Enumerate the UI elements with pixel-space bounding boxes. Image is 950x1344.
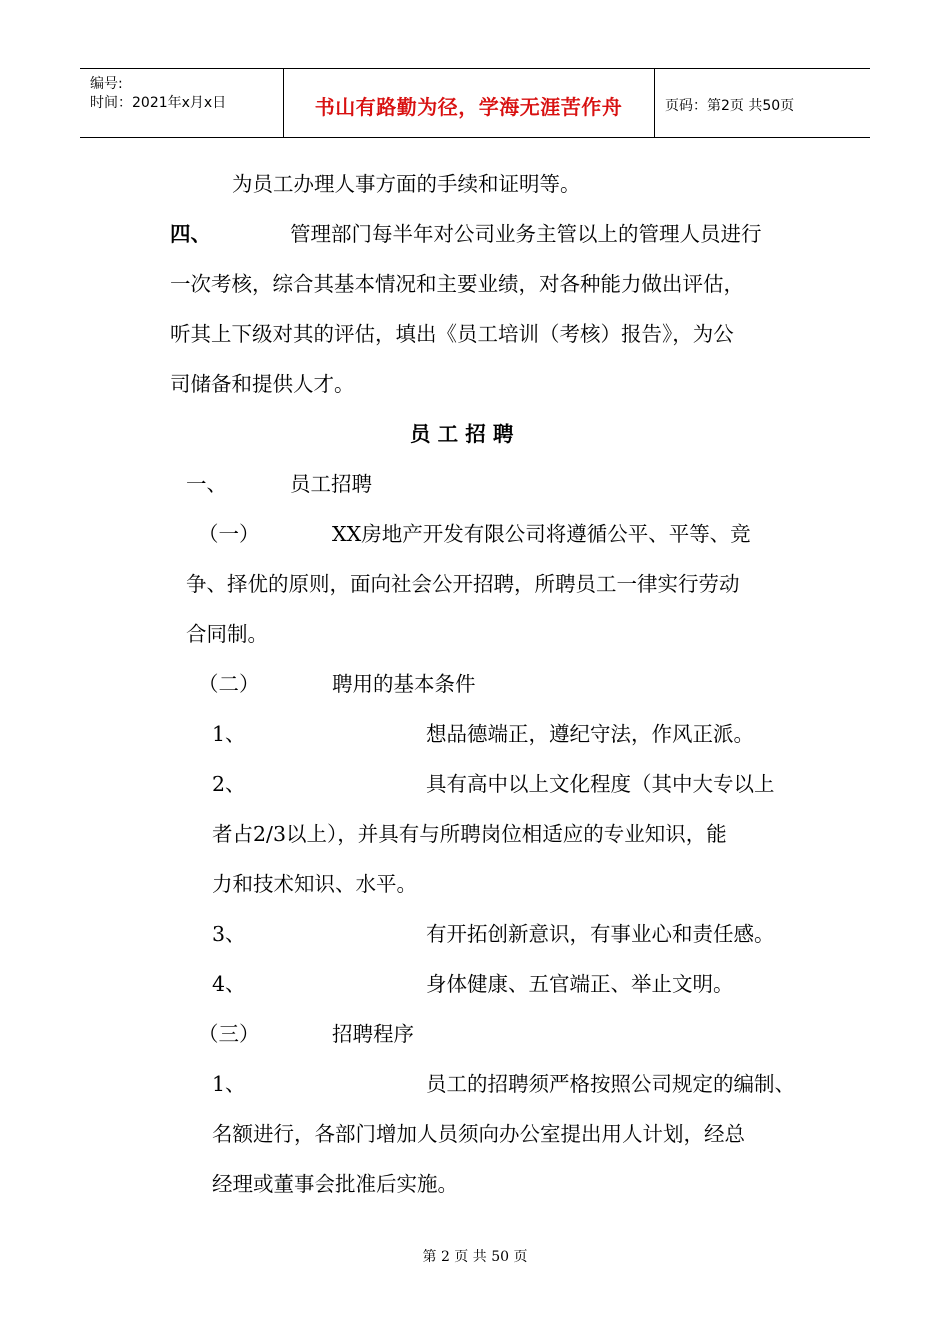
subsection-title: 聘用的基本条件 (332, 672, 476, 696)
subsection-title: 员工招聘 (290, 472, 372, 496)
document-number-label: 编号: (90, 76, 123, 92)
header-page-info: 页码：第2页 共50页 (665, 98, 795, 114)
list-number: 1、 (212, 1072, 246, 1096)
body-line: XX房地产开发有限公司将遵循公平、平等、竞 (332, 522, 751, 546)
body-line: 一次考核，综合其基本情况和主要业绩，对各种能力做出评估， (170, 272, 744, 296)
body-line: 有开拓创新意识，有事业心和责任感。 (426, 922, 775, 946)
section-heading: 员 工 招 聘 (410, 422, 514, 446)
body-line: 力和技术知识、水平。 (212, 872, 417, 896)
page-footer: 第 2 页 共 50 页 (422, 1249, 528, 1265)
list-number: 2、 (212, 772, 246, 796)
header-page-cell (655, 69, 870, 137)
list-number: （一） (198, 522, 260, 546)
body-line: 合同制。 (186, 622, 268, 646)
body-line: 想品德端正，遵纪守法，作风正派。 (426, 722, 754, 746)
body-line: 经理或董事会批准后实施。 (212, 1172, 458, 1196)
body-line: 司储备和提供人才。 (170, 372, 355, 396)
list-number: 1、 (212, 722, 246, 746)
list-number: （二） (198, 672, 260, 696)
header-table (80, 68, 870, 138)
body-line: 具有高中以上文化程度（其中大专以上 (426, 772, 775, 796)
document-time-label: 时间：2021年x月x日 (90, 95, 227, 111)
section-number-four: 四、 (170, 222, 211, 246)
body-line: 听其上下级对其的评估，填出《员工培训（考核）报告》，为公 (170, 322, 734, 346)
body-line: 身体健康、五官端正、举止文明。 (426, 972, 734, 996)
body-line: 争、择优的原则，面向社会公开招聘，所聘员工一律实行劳动 (186, 572, 740, 596)
list-number: （三） (198, 1022, 260, 1046)
header-motto-cell (283, 69, 655, 137)
body-line: 员工的招聘须严格按照公司规定的编制、 (426, 1072, 795, 1096)
body-line: 名额进行，各部门增加人员须向办公室提出用人计划，经总 (212, 1122, 745, 1146)
header-motto: 书山有路勤为径，学海无涯苦作舟 (314, 95, 623, 119)
body-line: 者占2/3以上），并具有与所聘岗位相适应的专业知识，能 (212, 822, 727, 846)
list-number: 4、 (212, 972, 246, 996)
body-line: 管理部门每半年对公司业务主管以上的管理人员进行 (290, 222, 762, 246)
header-meta-cell (80, 69, 284, 137)
list-number: 一、 (186, 472, 227, 496)
subsection-title: 招聘程序 (332, 1022, 414, 1046)
list-number: 3、 (212, 922, 246, 946)
body-line: 为员工办理人事方面的手续和证明等。 (232, 172, 581, 196)
